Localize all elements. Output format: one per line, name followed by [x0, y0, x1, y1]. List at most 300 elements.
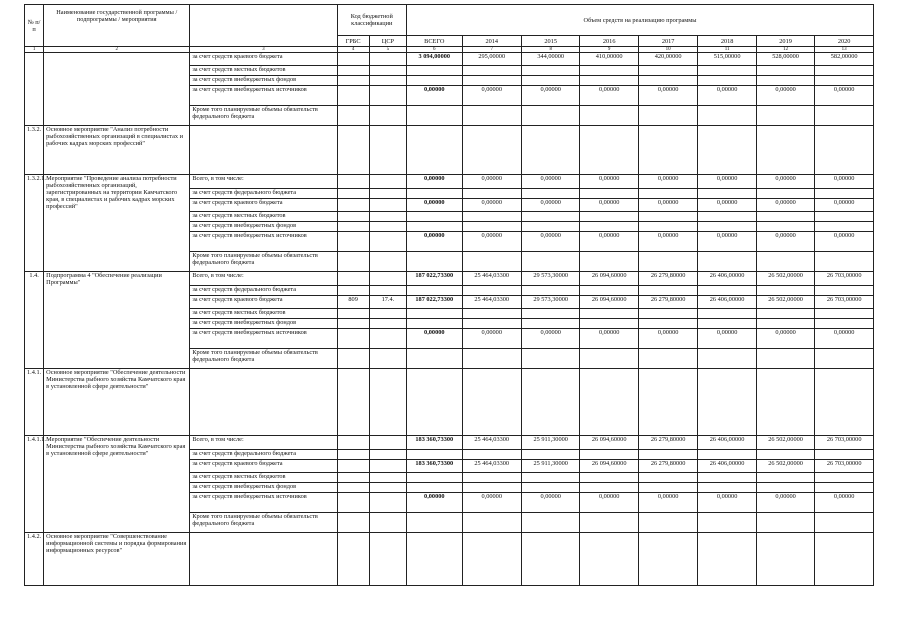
year-value: [580, 106, 638, 126]
year-value: 0,00000: [580, 175, 638, 189]
funding-source: за счет средств федерального бюджета: [190, 450, 337, 460]
year-value: [815, 349, 874, 369]
empty-cell: [190, 533, 337, 586]
empty-cell: [638, 369, 697, 436]
empty-cell: [190, 126, 337, 175]
year-value: 0,00000: [815, 175, 874, 189]
year-value: [521, 222, 579, 232]
csr-code: [369, 66, 406, 76]
empty-cell: [756, 369, 814, 436]
year-value: 29 573,30000: [521, 296, 579, 309]
year-value: 0,00000: [462, 232, 521, 252]
year-value: 410,00000: [580, 53, 638, 66]
year-value: 0,00000: [521, 493, 579, 513]
year-value: [698, 319, 756, 329]
year-value: [756, 349, 814, 369]
year-value: [698, 106, 756, 126]
section-name: Мероприятие "Обеспечение деятельности Министерства рыбного хозяйства Камчатского края в установленной сфере деятельности": [44, 436, 190, 533]
funding-source: за счет средств внебюджетных фондов: [190, 483, 337, 493]
year-value: [462, 66, 521, 76]
total-value: [407, 309, 462, 319]
year-value: 0,00000: [756, 175, 814, 189]
year-value: [815, 222, 874, 232]
csr-code: 17.4.: [369, 296, 406, 309]
year-value: 0,00000: [756, 329, 814, 349]
grbs-code: [337, 76, 369, 86]
year-value: [756, 222, 814, 232]
total-value: 0,00000: [407, 232, 462, 252]
total-value: [407, 189, 462, 199]
year-value: [638, 473, 697, 483]
grbs-code: [337, 175, 369, 189]
column-number: 6: [407, 47, 462, 53]
column-number: 1: [25, 47, 44, 53]
year-value: [580, 286, 638, 296]
empty-cell: [521, 126, 579, 175]
funding-source: Кроме того планируемые объемы обязательств федерального бюджета: [190, 349, 337, 369]
year-value: [815, 513, 874, 533]
year-value: [815, 309, 874, 319]
year-value: 26 094,60000: [580, 436, 638, 450]
header-year: 2020: [815, 36, 874, 47]
year-value: 26 502,00000: [756, 272, 814, 286]
year-value: 26 703,00000: [815, 436, 874, 450]
year-value: 26 502,00000: [756, 460, 814, 473]
grbs-code: [337, 232, 369, 252]
year-value: 0,00000: [756, 86, 814, 106]
empty-cell: [462, 533, 521, 586]
header-source: [190, 5, 337, 47]
year-value: 26 502,00000: [756, 296, 814, 309]
year-value: [698, 76, 756, 86]
year-value: 0,00000: [638, 199, 697, 212]
column-number: 2: [44, 47, 190, 53]
year-value: 0,00000: [521, 329, 579, 349]
year-value: 26 279,80000: [638, 436, 697, 450]
funding-table: [24, 4, 874, 586]
column-number: 11: [698, 47, 756, 53]
year-value: [815, 66, 874, 76]
grbs-code: [337, 450, 369, 460]
section-number: 1.4.1.1.: [25, 436, 44, 533]
total-value: [407, 212, 462, 222]
year-value: [698, 309, 756, 319]
grbs-code: [337, 436, 369, 450]
year-value: 29 573,30000: [521, 272, 579, 286]
year-value: [462, 189, 521, 199]
year-value: 0,00000: [521, 199, 579, 212]
total-value: 0,00000: [407, 86, 462, 106]
empty-cell: [369, 126, 406, 175]
year-value: [462, 473, 521, 483]
grbs-code: [337, 473, 369, 483]
section-name: Мероприятие "Проведение анализа потребности рыбохозяйственных организаций, зарегистрированных на территории Камчатского края, в специалистах и рабочих кадрах морских профессий": [44, 175, 190, 272]
empty-cell: [580, 369, 638, 436]
year-value: 0,00000: [698, 175, 756, 189]
year-value: [638, 222, 697, 232]
section-name: [44, 53, 190, 126]
year-value: 0,00000: [698, 329, 756, 349]
grbs-code: [337, 460, 369, 473]
year-value: [521, 513, 579, 533]
column-number: 5: [369, 47, 406, 53]
year-value: 26 406,00000: [698, 296, 756, 309]
header-grbs: ГРБС: [337, 36, 369, 47]
year-value: 0,00000: [815, 199, 874, 212]
section-name: Основное мероприятие "Обеспечение деятельности Министерства рыбного хозяйства Камчатского края в установленной сфере деятельности": [44, 369, 190, 436]
grbs-code: [337, 286, 369, 296]
funding-source: Всего, в том числе:: [190, 436, 337, 450]
empty-cell: [369, 533, 406, 586]
csr-code: [369, 232, 406, 252]
year-value: [815, 473, 874, 483]
year-value: [815, 450, 874, 460]
year-value: 0,00000: [756, 199, 814, 212]
year-value: 0,00000: [815, 493, 874, 513]
grbs-code: 809: [337, 296, 369, 309]
year-value: [815, 76, 874, 86]
year-value: [815, 252, 874, 272]
grbs-code: [337, 53, 369, 66]
year-value: [815, 189, 874, 199]
year-value: 515,00000: [698, 53, 756, 66]
section-name: Подпрограмма 4 "Обеспечение реализации Программы": [44, 272, 190, 369]
year-value: 26 094,60000: [580, 296, 638, 309]
header-year: 2016: [580, 36, 638, 47]
year-value: 0,00000: [580, 86, 638, 106]
funding-source: за счет средств местных бюджетов: [190, 309, 337, 319]
empty-cell: [815, 369, 874, 436]
year-value: [462, 349, 521, 369]
csr-code: [369, 199, 406, 212]
empty-cell: [698, 533, 756, 586]
grbs-code: [337, 212, 369, 222]
year-value: 0,00000: [462, 175, 521, 189]
year-value: 0,00000: [815, 329, 874, 349]
total-value: [407, 106, 462, 126]
year-value: [756, 212, 814, 222]
section-name: Основное мероприятие "Анализ потребности рыбохозяйственных организаций в специалистах и рабочих кадрах морских профессий": [44, 126, 190, 175]
year-value: 0,00000: [698, 493, 756, 513]
year-value: 0,00000: [580, 329, 638, 349]
year-value: [580, 252, 638, 272]
csr-code: [369, 106, 406, 126]
funding-source: за счет средств краевого бюджета: [190, 296, 337, 309]
year-value: [756, 450, 814, 460]
year-value: 0,00000: [638, 175, 697, 189]
total-value: [407, 483, 462, 493]
year-value: [638, 309, 697, 319]
year-value: [638, 483, 697, 493]
year-value: [521, 106, 579, 126]
section-number: 1.3.2.: [25, 126, 44, 175]
year-value: [462, 76, 521, 86]
year-value: [462, 319, 521, 329]
table-row: [25, 436, 874, 450]
csr-code: [369, 76, 406, 86]
year-value: [521, 309, 579, 319]
total-value: [407, 349, 462, 369]
total-value: [407, 222, 462, 232]
year-value: [521, 66, 579, 76]
funding-source: за счет средств местных бюджетов: [190, 473, 337, 483]
year-value: [698, 286, 756, 296]
year-value: [756, 106, 814, 126]
section-number: 1.4.2.: [25, 533, 44, 586]
year-value: [580, 76, 638, 86]
year-value: 26 406,00000: [698, 460, 756, 473]
year-value: [698, 212, 756, 222]
funding-source: за счет средств местных бюджетов: [190, 212, 337, 222]
empty-cell: [638, 126, 697, 175]
year-value: [521, 76, 579, 86]
year-value: 0,00000: [815, 232, 874, 252]
column-number: 13: [815, 47, 874, 53]
csr-code: [369, 309, 406, 319]
total-value: 187 022,73300: [407, 296, 462, 309]
empty-cell: [698, 369, 756, 436]
csr-code: [369, 329, 406, 349]
section-row: [25, 369, 874, 436]
year-value: [698, 483, 756, 493]
year-value: [580, 212, 638, 222]
year-value: [638, 349, 697, 369]
empty-cell: [638, 533, 697, 586]
header-budget-code: Код бюджетной классификации: [337, 5, 407, 36]
year-value: [756, 473, 814, 483]
year-value: [815, 483, 874, 493]
csr-code: [369, 53, 406, 66]
year-value: [698, 450, 756, 460]
year-value: 26 406,00000: [698, 436, 756, 450]
year-value: 295,00000: [462, 53, 521, 66]
empty-cell: [815, 126, 874, 175]
column-number: 7: [462, 47, 521, 53]
year-value: 0,00000: [462, 493, 521, 513]
table-row: [25, 175, 874, 189]
total-value: 0,00000: [407, 175, 462, 189]
year-value: [521, 483, 579, 493]
year-value: [580, 483, 638, 493]
total-value: [407, 286, 462, 296]
column-number: 10: [638, 47, 697, 53]
column-number: 9: [580, 47, 638, 53]
section-row: [25, 533, 874, 586]
year-value: 0,00000: [462, 86, 521, 106]
csr-code: [369, 272, 406, 286]
year-value: 26 406,00000: [698, 272, 756, 286]
csr-code: [369, 86, 406, 106]
year-value: 0,00000: [580, 493, 638, 513]
year-value: [698, 349, 756, 369]
grbs-code: [337, 189, 369, 199]
year-value: [521, 286, 579, 296]
funding-source: за счет средств внебюджетных источников: [190, 86, 337, 106]
header-year: 2015: [521, 36, 579, 47]
empty-cell: [407, 369, 462, 436]
grbs-code: [337, 66, 369, 76]
csr-code: [369, 436, 406, 450]
empty-cell: [756, 126, 814, 175]
year-value: [521, 189, 579, 199]
header-year: 2017: [638, 36, 697, 47]
funding-source: за счет средств внебюджетных фондов: [190, 319, 337, 329]
column-number: 12: [756, 47, 814, 53]
year-value: 26 502,00000: [756, 436, 814, 450]
year-value: [638, 319, 697, 329]
year-value: [815, 319, 874, 329]
grbs-code: [337, 513, 369, 533]
funding-source: за счет средств краевого бюджета: [190, 53, 337, 66]
csr-code: [369, 319, 406, 329]
year-value: [756, 66, 814, 76]
year-value: 25 464,03300: [462, 436, 521, 450]
year-value: 26 703,00000: [815, 460, 874, 473]
year-value: [521, 252, 579, 272]
funding-source: за счет средств внебюджетных источников: [190, 329, 337, 349]
table-row: [25, 53, 874, 66]
grbs-code: [337, 349, 369, 369]
year-value: 0,00000: [638, 86, 697, 106]
csr-code: [369, 483, 406, 493]
csr-code: [369, 286, 406, 296]
section-number: [25, 53, 44, 126]
grbs-code: [337, 483, 369, 493]
year-value: [462, 252, 521, 272]
year-value: 582,00000: [815, 53, 874, 66]
year-value: [580, 222, 638, 232]
funding-source: Кроме того планируемые объемы обязательств федерального бюджета: [190, 513, 337, 533]
year-value: [638, 450, 697, 460]
funding-source: за счет средств федерального бюджета: [190, 189, 337, 199]
csr-code: [369, 460, 406, 473]
year-value: 26 279,80000: [638, 296, 697, 309]
section-name: Основное мероприятие "Совершенствование информационной системы и порядка формирования информационных ресурсов": [44, 533, 190, 586]
year-value: [756, 189, 814, 199]
csr-code: [369, 473, 406, 483]
year-value: [815, 106, 874, 126]
year-value: 25 911,30000: [521, 460, 579, 473]
empty-cell: [462, 126, 521, 175]
csr-code: [369, 189, 406, 199]
column-number: 3: [190, 47, 337, 53]
year-value: 0,00000: [521, 86, 579, 106]
funding-source: Кроме того планируемые объемы обязательств федерального бюджета: [190, 106, 337, 126]
empty-cell: [756, 533, 814, 586]
year-value: 0,00000: [638, 329, 697, 349]
csr-code: [369, 212, 406, 222]
empty-cell: [580, 533, 638, 586]
year-value: [638, 252, 697, 272]
year-value: [580, 349, 638, 369]
grbs-code: [337, 252, 369, 272]
funding-source: за счет средств внебюджетных источников: [190, 232, 337, 252]
year-value: [638, 286, 697, 296]
year-value: 0,00000: [462, 199, 521, 212]
year-value: [580, 450, 638, 460]
empty-cell: [580, 126, 638, 175]
year-value: 0,00000: [580, 232, 638, 252]
year-value: [521, 450, 579, 460]
grbs-code: [337, 493, 369, 513]
year-value: [698, 473, 756, 483]
year-value: 26 703,00000: [815, 296, 874, 309]
empty-cell: [337, 533, 369, 586]
document-page: [24, 4, 874, 586]
year-value: [815, 212, 874, 222]
header-name: Наименование государственной программы / подпрограммы / мероприятия: [44, 5, 190, 47]
year-value: [756, 252, 814, 272]
year-value: [462, 450, 521, 460]
year-value: [638, 106, 697, 126]
empty-cell: [190, 369, 337, 436]
column-number: 4: [337, 47, 369, 53]
year-value: 0,00000: [756, 232, 814, 252]
year-value: 26 279,80000: [638, 272, 697, 286]
year-value: [580, 513, 638, 533]
year-value: 26 279,80000: [638, 460, 697, 473]
year-value: 0,00000: [638, 232, 697, 252]
funding-source: за счет средств внебюджетных фондов: [190, 76, 337, 86]
empty-cell: [369, 369, 406, 436]
csr-code: [369, 222, 406, 232]
header-year: 2014: [462, 36, 521, 47]
year-value: [462, 286, 521, 296]
grbs-code: [337, 319, 369, 329]
header-year: 2018: [698, 36, 756, 47]
year-value: [521, 319, 579, 329]
table-body: [25, 5, 874, 586]
year-value: [462, 513, 521, 533]
total-value: [407, 513, 462, 533]
grbs-code: [337, 199, 369, 212]
funding-source: за счет средств внебюджетных фондов: [190, 222, 337, 232]
grbs-code: [337, 86, 369, 106]
year-value: 25 464,03300: [462, 296, 521, 309]
year-value: [521, 212, 579, 222]
empty-cell: [337, 126, 369, 175]
year-value: [698, 513, 756, 533]
section-number: 1.3.2.1.: [25, 175, 44, 272]
year-value: [756, 286, 814, 296]
total-value: 0,00000: [407, 329, 462, 349]
year-value: 26 703,00000: [815, 272, 874, 286]
year-value: [638, 513, 697, 533]
funding-source: Всего, в том числе:: [190, 272, 337, 286]
year-value: [698, 222, 756, 232]
grbs-code: [337, 272, 369, 286]
total-value: 0,00000: [407, 199, 462, 212]
year-value: [638, 212, 697, 222]
funding-source: за счет средств краевого бюджета: [190, 199, 337, 212]
total-value: [407, 252, 462, 272]
table-row: [25, 272, 874, 286]
year-value: 528,00000: [756, 53, 814, 66]
header-num: № п/п: [25, 5, 44, 47]
total-value: [407, 319, 462, 329]
section-number: 1.4.1.: [25, 369, 44, 436]
csr-code: [369, 252, 406, 272]
year-value: 0,00000: [638, 493, 697, 513]
year-value: 0,00000: [462, 329, 521, 349]
total-value: 183 360,73300: [407, 436, 462, 450]
year-value: 0,00000: [756, 493, 814, 513]
total-value: 183 360,73300: [407, 460, 462, 473]
year-value: [756, 76, 814, 86]
year-value: [756, 483, 814, 493]
section-number: 1.4.: [25, 272, 44, 369]
year-value: [638, 76, 697, 86]
